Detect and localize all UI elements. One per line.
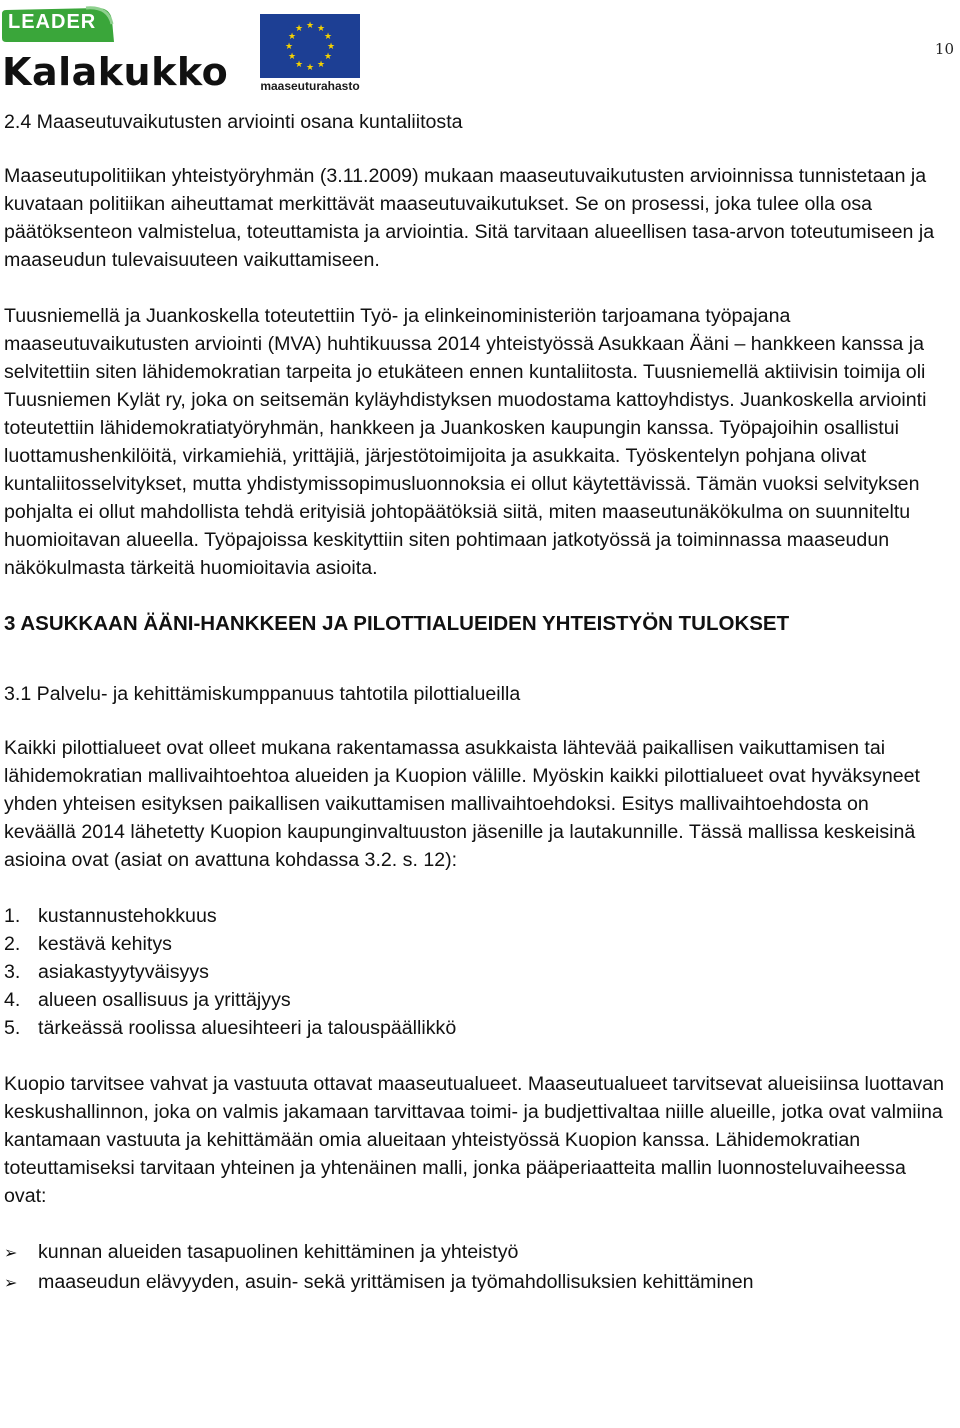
list-item-text: asiakastyytyväisyys <box>38 961 209 983</box>
list-item <box>4 1268 944 1298</box>
list-item-text: tärkeässä roolissa aluesihteeri ja talouspäällikkö <box>38 1017 457 1039</box>
list-item <box>4 930 944 958</box>
document-body <box>4 108 944 1298</box>
list-item-text: alueen osallisuus ja yrittäjyys <box>38 989 291 1011</box>
svg-text:★: ★ <box>294 60 304 70</box>
page-header <box>0 0 960 100</box>
paragraph: Kaikki pilottialueet ovat olleet mukana rakentamassa asukkaista lähtevää paikallisen vaikuttamisen tai lähidemokratian mallivaihtoehtoa alueiden ja Kuopion välille. Myöskin kaikki pilottialueet ovat hyväksyneet yhden yhteisen esityksen paikallisen vaikuttamisen mallivaihtoehdoksi. Esitys mallivaihtoehdosta on keväällä 2014 lähetetty Kuopion kaupunginvaltuuston jäsenille ja lautakunnille. Tässä mallissa keskeisinä asioina ovat (asiat on avattuna kohdassa 3.2. s. 12): <box>4 737 920 871</box>
list-item <box>4 958 944 986</box>
leader-kalakukko-logo <box>0 2 229 94</box>
page-number: 10 <box>934 40 954 58</box>
section-3-1-heading: 3.1 Palvelu- ja kehittämiskumppanuus tahtotila pilottialueilla <box>4 683 521 705</box>
list-item-text: kunnan alueiden tasapuolinen kehittäminen ja yhteistyö <box>38 1241 519 1263</box>
section-2-4-heading: 2.4 Maaseutuvaikutusten arviointi osana kuntaliitosta <box>4 111 463 133</box>
list-number: 4. <box>4 989 21 1011</box>
numbered-list <box>4 902 944 1042</box>
svg-text:★: ★ <box>326 42 336 52</box>
paragraph: Kuopio tarvitsee vahvat ja vastuuta ottavat maaseutualueet. Maaseutualueet tarvitsevat alueisiinsa luottavan keskushallinnon, joka on valmis jakamaan tarvittavaa toimi- ja budjettivaltaa niille alueille, jotka ovat valmiina kantamaan vastuuta ja kehittämään omia alueitaan yhteistyössä Kuopion kanssa. Lähidemokratian toteuttamiseksi tarvitaan yhteinen ja yhtenäinen malli, jonka pääperiaatteita mallin luonnosteluvaiheessa ovat: <box>4 1073 944 1207</box>
brand-name: Kalakukko <box>2 50 229 94</box>
list-number: 1. <box>4 905 21 927</box>
svg-text:★: ★ <box>287 32 297 42</box>
svg-text:★: ★ <box>316 24 326 34</box>
svg-text:★: ★ <box>305 63 315 73</box>
eu-flag-icon <box>260 14 360 78</box>
list-number: 3. <box>4 961 21 983</box>
list-item-text: kestävä kehitys <box>38 933 172 955</box>
list-item <box>4 986 944 1014</box>
svg-text:★: ★ <box>287 52 297 62</box>
svg-text:★: ★ <box>294 24 304 34</box>
svg-text:★: ★ <box>316 60 326 70</box>
svg-text:★: ★ <box>305 21 315 31</box>
paragraph: Maaseutupolitiikan yhteistyöryhmän (3.11.2009) mukaan maaseutuvaikutusten arvioinnissa tunnistetaan ja kuvataan politiikan aiheuttamat merkittävät maaseutuvaikutukset. Se on prosessi, joka tulee olla osa päätöksenteon valmistelua, toteuttamista ja arviointia. Sitä tarvitaan alueellisen tasa-arvon toteutumiseen ja maaseudun tulevaisuuteen vaikuttamiseen. <box>4 165 935 271</box>
arrow-bullet-icon: ➢ <box>4 1245 18 1262</box>
arrow-bullet-icon: ➢ <box>4 1275 18 1292</box>
svg-text:★: ★ <box>284 42 294 52</box>
list-number: 5. <box>4 1017 21 1039</box>
svg-text:★: ★ <box>323 32 333 42</box>
list-item-text: maaseudun elävyyden, asuin- sekä yrittämisen ja työmahdollisuksien kehittäminen <box>38 1271 754 1293</box>
svg-text:★: ★ <box>323 52 333 62</box>
arrow-bullet-list <box>4 1238 944 1298</box>
list-item-text: kustannustehokkuus <box>38 905 217 927</box>
chapter-3-heading: 3 ASUKKAAN ÄÄNI-HANKKEEN JA PILOTTIALUEIDEN YHTEISTYÖN TULOKSET <box>4 612 790 635</box>
paragraph: Tuusniemellä ja Juankoskella toteutettiin Työ- ja elinkeinoministeriön tarjoamana työpajana maaseutuvaikutusten arviointi (MVA) huhtikuussa 2014 yhteistyössä Asukkaan Ääni – hankkeen kanssa ja selvitettiin siten lähidemokratian tarpeita jo etukäteen ennen kuntaliitosta. Tuusniemellä aktiivisin toimija oli Tuusniemen Kylät ry, joka on seitsemän kyläyhdistyksen muodostama kattoyhdistys. Juankoskella arviointi toteutettiin lähidemokratiatyöryhmän, hankkeen ja Juankosken kaupungin kanssa. Työpajoihin osallistui luottamushenkilöitä, virkamiehiä, yrittäjiä, järjestötoimijoita ja asukkaita. Työskentelyn pohjana olivat kuntaliitosselvitykset, mutta yhdistymissopimusluonnoksia ei ollut käytettävissä. Tämän vuoksi selvityksen pohjalta ei ollut mahdollista tehdä erityisiä johtopäätöksiä siitä, miten maaseutunäkökulma on suunniteltu huomioitavan alueella. Työpajoissa keskityttiin siten pohtimaan jatkotyössä ja toiminnassa maaseudun näkökulmasta tärkeitä huomioitavia asioita. <box>4 305 927 579</box>
list-number: 2. <box>4 933 21 955</box>
eu-maaseuturahasto-logo <box>258 14 362 94</box>
eu-caption: maaseuturahasto <box>260 79 360 93</box>
list-item <box>4 1014 944 1042</box>
list-item <box>4 902 944 930</box>
leader-badge-text: LEADER <box>8 11 97 33</box>
list-item <box>4 1238 944 1268</box>
